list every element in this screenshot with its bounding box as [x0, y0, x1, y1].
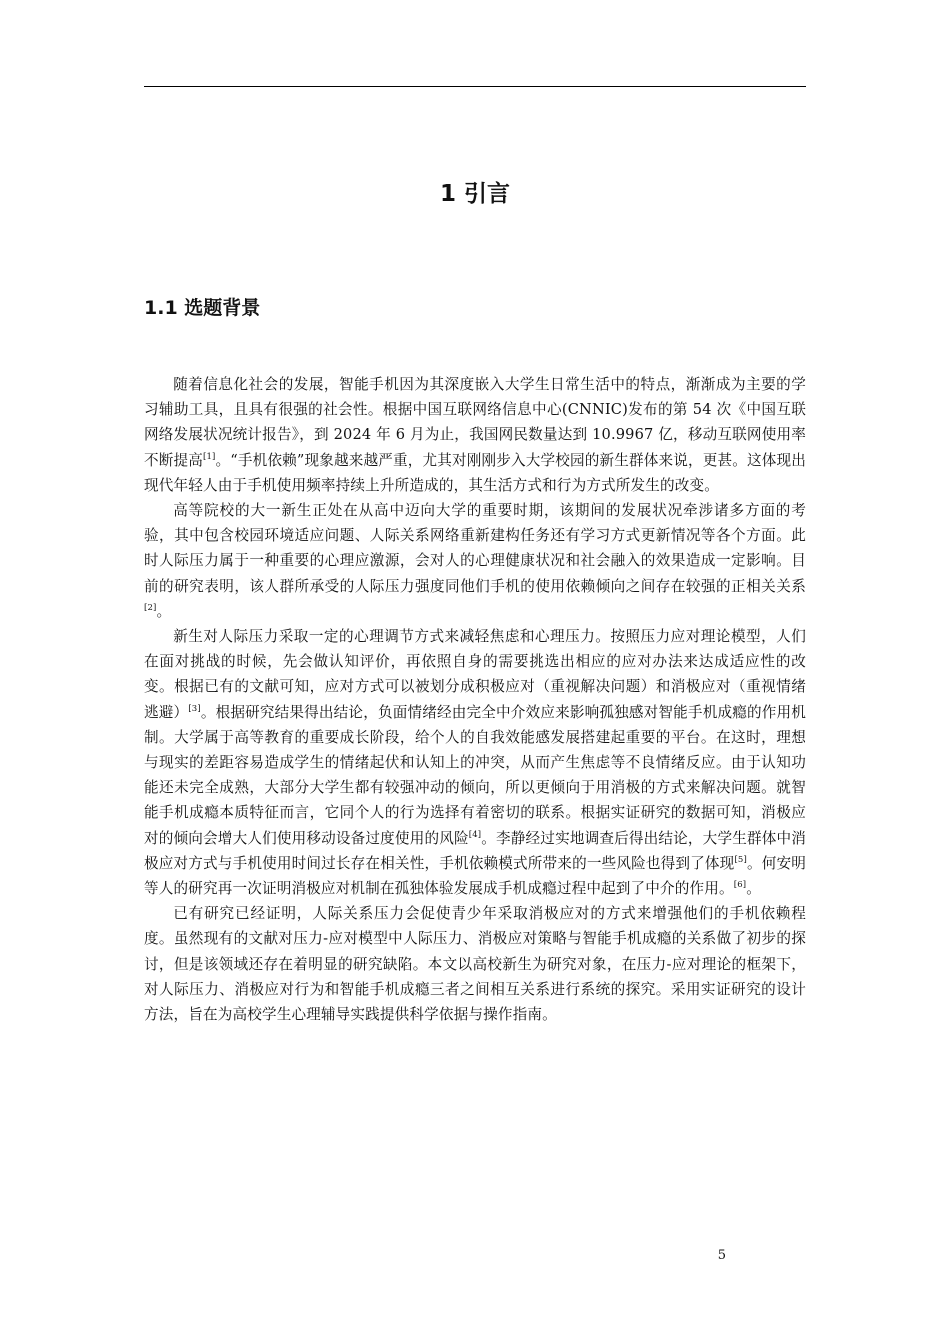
paragraph-text: 新生对人际压力采取一定的心理调节方式来减轻焦虑和心理压力。按照压力应对理论模型，人们在面对挑战的时候，先会做认知评价，再依照自身的需要挑选出相应的应对办法来达成适应性的改变。根据已有的文献可知，应对方式可以被划分成积极应对（重视解决问题）和消极应对（重视情绪逃避） [144, 628, 806, 721]
body-text [144, 372, 806, 1027]
paragraph-text: 高等院校的大一新生正处在从高中迈向大学的重要时期，该期间的发展状况牵涉诸多方面的考验，其中包含校园环境适应问题、人际关系网络重新建构任务还有学习方式更新情况等各个方面。此时人际压力属于一种重要的心理应激源，会对人的心理健康状况和社会融入的效果造成一定影响。目前的研究表明，该人群所承受的人际压力强度同他们手机的使用依赖倾向之间存在较强的正相关关系 [144, 502, 806, 595]
paragraph-text: 。 [156, 602, 172, 620]
citation-6: [6] [733, 880, 747, 891]
paragraph-2 [144, 498, 806, 624]
page-number: 5 [717, 1248, 726, 1263]
citation-2: [2] [144, 602, 157, 613]
paragraph-text: 。何安明等人的研究再一次证明消极应对机制在孤独体验发展成手机成瘾过程中起到了中介的作用。 [144, 854, 806, 898]
header-rule [144, 86, 806, 87]
paragraph-text: 。 [746, 880, 762, 898]
paragraph-1 [144, 372, 806, 498]
citation-3: [3] [188, 703, 201, 714]
paragraph-3 [144, 624, 806, 901]
paragraph-text: 随着信息化社会的发展，智能手机因为其深度嵌入大学生日常生活中的特点，渐渐成为主要的学习辅助工具，且具有很强的社会性。根据中国互联网络信息中心(CNNIC)发布的第 54 次《中国互联网络发展状况统计报告》，到 2024 年 6 月为止，我国网民数量达到 10.9967 亿，移动互联网使用率不断提高 [144, 376, 806, 469]
citation-4: [4] [468, 829, 482, 840]
citation-1: [1] [203, 451, 216, 462]
paragraph-text: 。“手机依赖”现象越来越严重，尤其对刚刚步入大学校园的新生群体来说，更甚。这体现出现代年轻人由于手机使用频率持续上升所造成的，其生活方式和行为方式所发生的改变。 [144, 451, 807, 494]
citation-5: [5] [734, 855, 747, 865]
paragraph-text: 。根据研究结果得出结论，负面情绪经由完全中介效应来影响孤独感对智能手机成瘾的作用机制。大学属于高等教育的重要成长阶段，给个人的自我效能感发展搭建起重要的平台。在这时，理想与现实的差距容易造成学生的情绪起伏和认知上的冲突，从而产生焦虑等不良情绪反应。由于认知功能还未完全成熟，大部分大学生都有较强冲动的倾向，所以更倾向于用消极的方式来解决问题。就智能手机成瘾本质特征而言，它同个人的行为选择有着密切的联系。根据实证研究的数据可知，消极应对的倾向会增大人们使用移动设备过度使用的风险 [144, 703, 807, 847]
paragraph-4 [144, 901, 806, 1027]
chapter-title: 1 引言 [439, 181, 510, 207]
section-title: 1.1 选题背景 [144, 297, 261, 319]
paragraph-text: 。李静经过实地调查后得出结论，大学生群体中消极应对方式与手机使用时间过长存在相关性，手机依赖模式所带来的一些风险也得到了体现 [144, 829, 806, 872]
paragraph-text: 已有研究已经证明，人际关系压力会促使青少年采取消极应对的方式来增强他们的手机依赖程度。虽然现有的文献对压力-应对模型中人际压力、消极应对策略与智能手机成瘾的关系做了初步的探讨，但是该领域还存在着明显的研究缺陷。本文以高校新生为研究对象，在压力-应对理论的框架下，对人际压力、消极应对行为和智能手机成瘾三者之间相互关系进行系统的探究。采用实证研究的设计方法，旨在为高校学生心理辅导实践提供科学依据与操作指南。 [144, 905, 806, 1024]
